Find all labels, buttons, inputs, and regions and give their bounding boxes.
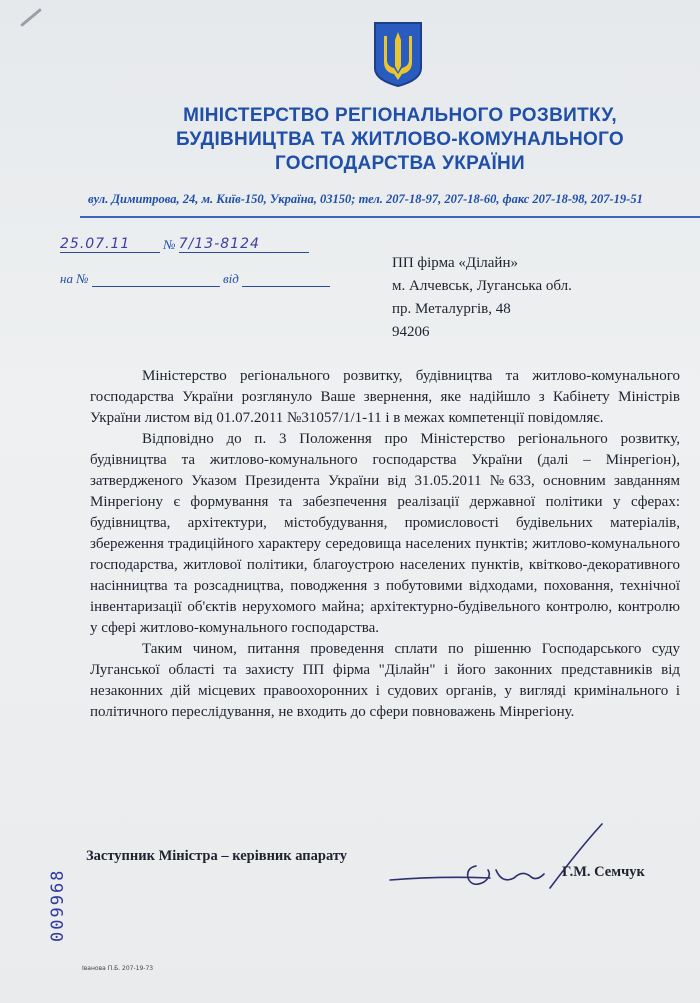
handwritten-signature [380, 818, 610, 908]
on-number-label: на № [60, 271, 89, 286]
letter-date: 25.07.11 [60, 236, 131, 252]
body-paragraph-3: Таким чином, питання проведення сплати по рішенню Господарського суду Луганської області та захисту ПП фірма "Ділайн" і його законних представників від незаконних дій місцевих правоохоронних і судових органів, у вигляді кримінального і політичного переслідування, не входить до сфери повноважень Мінрегіону. [90, 641, 680, 720]
letter-number: 7/13-8124 [178, 236, 260, 252]
body-paragraph-2: Відповідно до п. 3 Положення про Міністерство регіонального розвитку, будівництва та житлово-комунального господарства України (далі – Мінрегіон), затвердженого Указом Президента України від 31.05.2011 №633, основним завданням Мінрегіону є формування та забезпечення реалізації державної політики у сферах: будівництва, архітектури, містобудування, промисловості будівельних матеріалів, збереження традиційного характеру середовища населених пунктів; житлово-комунального господарства, житлової політики, благоустрою населених пунктів, квітково-декоративного насінництва та розсадництва, поводження з побутовими відходами, поховання, технічної інвентаризації об'єктів нерухомого майна; архітектурно-будівельного контролю, контролю у сфері житлово-комунального господарства. [90, 431, 680, 636]
serial-stamp: 009968 [48, 868, 68, 942]
staple-mark [20, 8, 42, 27]
recipient-city: м. Алчевськ, Луганська обл. [392, 278, 572, 294]
signatory-title: Заступник Міністра – керівник апарату [86, 848, 348, 864]
recipient-block [392, 252, 682, 344]
incoming-reference [60, 270, 330, 287]
header-divider [80, 216, 700, 218]
recipient-postcode: 94206 [392, 324, 430, 340]
from-label: від [222, 271, 239, 286]
ministry-line-3: ГОСПОДАРСТВА УКРАЇНИ [274, 153, 526, 174]
ministry-line-2: БУДІВНИЦТВА ТА ЖИТЛОВО-КОМУНАЛЬНОГО [175, 129, 625, 150]
executor-note: Іванова П.Б. 207-19-73 [82, 965, 154, 972]
recipient-street: пр. Металургів, 48 [392, 301, 511, 317]
letter-body [90, 366, 680, 723]
number-sign: № [163, 237, 176, 252]
recipient-name: ПП фірма «Ділайн» [392, 255, 518, 271]
ministry-line-1: МІНІСТЕРСТВО РЕГІОНАЛЬНОГО РОЗВИТКУ, [183, 105, 617, 126]
signatory-name: Г.М. Семчук [562, 864, 645, 880]
ministry-name [120, 104, 680, 176]
ministry-address: вул. Димитрова, 24, м. Київ-150, Україна, 03150; тел. 207-18-97, 207-18-60, факс 207-18-98, 207-19-51 [88, 192, 643, 206]
outgoing-reference [60, 236, 309, 253]
body-paragraph-1: Міністерство регіонального розвитку, будівництва та житлово-комунального господарства України розглянуло Ваше звернення, яке надійшло з Кабінету Міністрів України листом від 01.07.2011 №31057/1/1-11 і в межах компетенції повідомляє. [90, 368, 680, 426]
trident-emblem-icon [372, 20, 424, 88]
